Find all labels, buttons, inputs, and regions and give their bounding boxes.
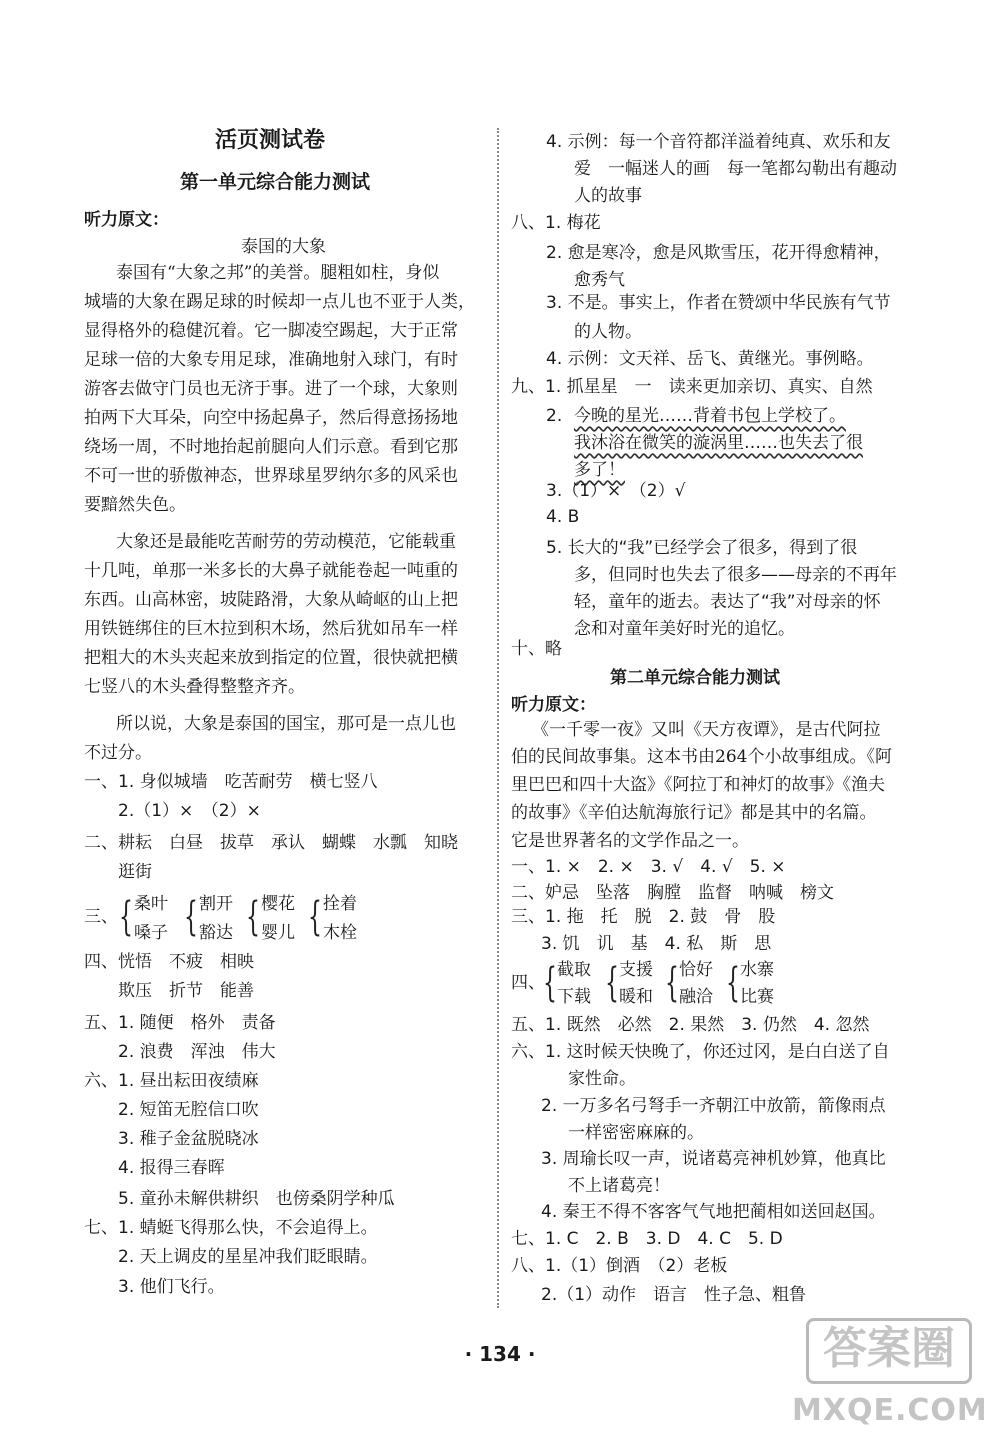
story-line: 不可一世的骄傲神态，世界球星罗纳尔多的风采也 xyxy=(84,466,458,486)
answer-line: 五、1. 既然 必然 2. 果然 3. 仍然 4. 忽然 xyxy=(511,1015,870,1035)
brace-icon: { xyxy=(605,960,619,1006)
answer-line: 3. 周瑜长叹一声，说诸葛亮神机妙算，他真比 xyxy=(541,1149,886,1169)
answer-line: 2. 愈是寒冷，愈是风欺雪压，花开得愈精神， xyxy=(546,243,891,263)
watermark-logo: 答案圈 xyxy=(806,1318,972,1384)
answer-line: 七、1. 蜻蜓飞得那么快，不会追得上。 xyxy=(84,1218,378,1238)
answer-line: 三、1. 拖 托 脱 2. 鼓 骨 股 xyxy=(511,907,776,927)
pair-word: 支援 xyxy=(619,960,653,980)
story-line: 要黯然失色。 xyxy=(84,495,186,515)
answer-line: 八、1. 梅花 xyxy=(511,213,601,233)
story-line: 所以说，大象是泰国的国宝，那可是一点儿也 xyxy=(116,714,456,734)
story-line: 东西。山高林密，坡陡路滑，大象从崎岖的山上把 xyxy=(84,590,458,610)
answer-line: 3. 饥 讥 基 4. 私 斯 思 xyxy=(541,934,772,954)
pair-word: 暖和 xyxy=(619,987,653,1007)
story-line: 大象还是最能吃苦耐劳的劳动模范，它能载重 xyxy=(116,532,456,552)
answer-line: 八、1.（1）倒酒 （2）老板 xyxy=(511,1256,728,1276)
answer-line: 二、耕耘 白昼 拔草 承认 蝴蝶 水瓢 知晓 xyxy=(84,833,458,853)
answer-line: 2. 浪费 浑浊 伟大 xyxy=(118,1042,276,1062)
underlined-sentence: 多了！ xyxy=(574,460,625,480)
answer-line: 二、妒忌 坠落 胸膛 监督 呐喊 榜文 xyxy=(511,883,834,903)
answer-line: 2. xyxy=(546,406,563,426)
column-divider xyxy=(497,128,499,1308)
story-line: 绕场一周，不时地抬起前腿向人们示意。看到它那 xyxy=(84,437,458,457)
answer-line: 欺压 折节 能善 xyxy=(118,981,254,1001)
answer-line: 2. 天上调皮的星星冲我们眨眼睛。 xyxy=(118,1247,378,1267)
page-number: · 134 · xyxy=(464,1342,536,1366)
pair-word: 下载 xyxy=(557,987,591,1007)
answer-line: 2. 短笛无腔信口吹 xyxy=(118,1100,259,1120)
answer-line: 愈秀气 xyxy=(574,270,625,290)
answer-line: 3. 稚子金盆脱晓冰 xyxy=(118,1129,259,1149)
pair-word: 拴着 xyxy=(323,894,357,914)
pair-word: 融洽 xyxy=(679,987,713,1007)
pair-word: 割开 xyxy=(199,894,233,914)
story-title: 泰国的大象 xyxy=(241,237,326,257)
story-line: 它是世界著名的文学作品之一。 xyxy=(511,831,749,851)
pair-word: 木栓 xyxy=(323,923,357,943)
answer-line: 爱 一幅迷人的画 每一笔都勾勒出有趣动 xyxy=(574,159,897,179)
answer-line: 多，但同时也失去了很多——母亲的不再年 xyxy=(574,565,897,585)
watermark-site: MXQE.COM xyxy=(792,1393,988,1428)
answer-line: 5. 长大的“我”已经学会了很多，得到了很 xyxy=(546,538,858,558)
answer-line: 一、1. × 2. × 3. √ 4. √ 5. × xyxy=(511,857,786,877)
q3-prefix: 三、 xyxy=(84,907,118,927)
answer-line: 人的故事 xyxy=(574,186,642,206)
answer-line: 五、1. 随便 格外 责备 xyxy=(84,1013,276,1033)
answer-line: 4. 示例：每一个音符都洋溢着纯真、欢乐和友 xyxy=(546,132,891,152)
story-line: 里巴巴和四十大盗》《阿拉丁和神灯的故事》《渔夫 xyxy=(511,775,885,795)
story-line: 的故事》《辛伯达航海旅行记》都是其中的名篇。 xyxy=(511,803,877,823)
answer-line: 六、1. 昼出耘田夜绩麻 xyxy=(84,1071,259,1091)
pair-word: 婴儿 xyxy=(261,923,295,943)
watermark xyxy=(792,1318,988,1428)
pair-word: 恰好 xyxy=(679,960,713,980)
underlined-sentence: 今晚的星光……背着书包上学校了。 xyxy=(574,406,846,426)
answer-line: 六、1. 这时候天快晚了，你还过冈，是白白送了自 xyxy=(511,1042,890,1062)
answer-line: 3. 不是。事实上，作者在赞颂中华民族有气节 xyxy=(546,293,891,313)
answer-line: 四、恍悟 不疲 相映 xyxy=(84,952,254,972)
answer-line: 一、1. 身似城墙 吃苦耐劳 横七竖八 xyxy=(84,772,378,792)
answer-line: 家性命。 xyxy=(568,1069,636,1089)
story-line: 游客去做守门员也无济于事。进了一个球，大象则 xyxy=(84,379,458,399)
story-line: 把粗大的木头夹起来放到指定的位置，很快就把横 xyxy=(84,648,458,668)
q4-prefix: 四、 xyxy=(511,973,545,993)
story-line: 十几吨，单那一米多长的大鼻子就能卷起一吨重的 xyxy=(84,561,458,581)
brace-icon: { xyxy=(119,894,133,940)
pair-word: 水寨 xyxy=(740,960,774,980)
answer-line: 2.（1）动作 语言 性子急、粗鲁 xyxy=(541,1285,807,1305)
unit2-title: 第二单元综合能力测试 xyxy=(610,668,780,688)
story-line: 拍两下大耳朵，向空中扬起鼻子，然后得意扬扬地 xyxy=(84,408,458,428)
pair-word: 嗓子 xyxy=(134,923,168,943)
answer-line: 七、1. C 2. B 3. D 4. C 5. D xyxy=(511,1229,783,1249)
section-title: 活页测试卷 xyxy=(215,128,326,153)
answer-line: 2. 一万多名弓弩手一齐朝江中放箭，箭像雨点 xyxy=(541,1096,886,1116)
pair-word: 截取 xyxy=(557,960,591,980)
pair-word: 樱花 xyxy=(261,894,295,914)
brace-icon: { xyxy=(308,894,322,940)
story-line: 七竖八的木头叠得整整齐齐。 xyxy=(84,677,305,697)
brace-icon: { xyxy=(726,960,740,1006)
unit1-title: 第一单元综合能力测试 xyxy=(180,171,371,193)
listening-label: 听力原文： xyxy=(84,210,169,230)
underlined-sentence: 我沐浴在微笑的漩涡里……也失去了很 xyxy=(574,433,863,453)
story-line: 不过分。 xyxy=(84,743,152,763)
answer-line: 一样密密麻麻的。 xyxy=(568,1123,704,1143)
answer-line: 逛街 xyxy=(118,862,152,882)
brace-icon: { xyxy=(184,894,198,940)
answer-line: 十、略 xyxy=(511,639,562,659)
pair-word: 桑叶 xyxy=(134,894,168,914)
story-line: 显得格外的稳健沉着。它一脚凌空踢起，大于正常 xyxy=(84,321,458,341)
story-line: 足球一倍的大象专用足球，准确地射入球门，有时 xyxy=(84,350,458,370)
answer-line: 九、1. 抓星星 一 读来更加亲切、真实、自然 xyxy=(511,377,873,397)
answer-line: 轻，童年的逝去。表达了“我”对母亲的怀 xyxy=(574,592,881,612)
story-line: 用铁链绑住的巨木拉到积木场，然后犹如吊车一样 xyxy=(84,619,458,639)
pair-word: 豁达 xyxy=(199,923,233,943)
answer-line: 4. B xyxy=(546,507,580,527)
answer-line: 的人物。 xyxy=(574,322,642,342)
answer-line: 2.（1）× （2）× xyxy=(118,801,261,821)
story-line: 伯的民间故事集。这本书由264个小故事组成。《阿 xyxy=(511,747,892,767)
brace-icon: { xyxy=(543,960,557,1006)
story-line: 泰国有“大象之邦”的美誉。腿粗如柱，身似 xyxy=(116,263,440,283)
answer-line: 3.（1）× （2）√ xyxy=(546,481,686,501)
answer-line: 4. 示例：文天祥、岳飞、黄继光。事例略。 xyxy=(546,349,874,369)
pair-word: 比赛 xyxy=(740,987,774,1007)
brace-icon: { xyxy=(665,960,679,1006)
answer-line: 5. 童孙未解供耕织 也傍桑阴学种瓜 xyxy=(118,1189,395,1209)
answer-line: 念和对童年美好时光的追忆。 xyxy=(574,619,795,639)
answer-line: 4. 报得三春晖 xyxy=(118,1158,225,1178)
story-line: 《一千零一夜》又叫《天方夜谭》，是古代阿拉 xyxy=(532,720,881,740)
brace-icon: { xyxy=(246,894,260,940)
story-line: 城墙的大象在踢足球的时候却一点儿也不亚于人类， xyxy=(84,292,475,312)
answer-line: 4. 秦王不得不客客气气地把蔺相如送回赵国。 xyxy=(541,1202,886,1222)
answer-line: 3. 他们飞行。 xyxy=(118,1277,225,1297)
listening-label: 听力原文： xyxy=(511,695,596,715)
answer-line: 不上诸葛亮！ xyxy=(568,1176,670,1196)
